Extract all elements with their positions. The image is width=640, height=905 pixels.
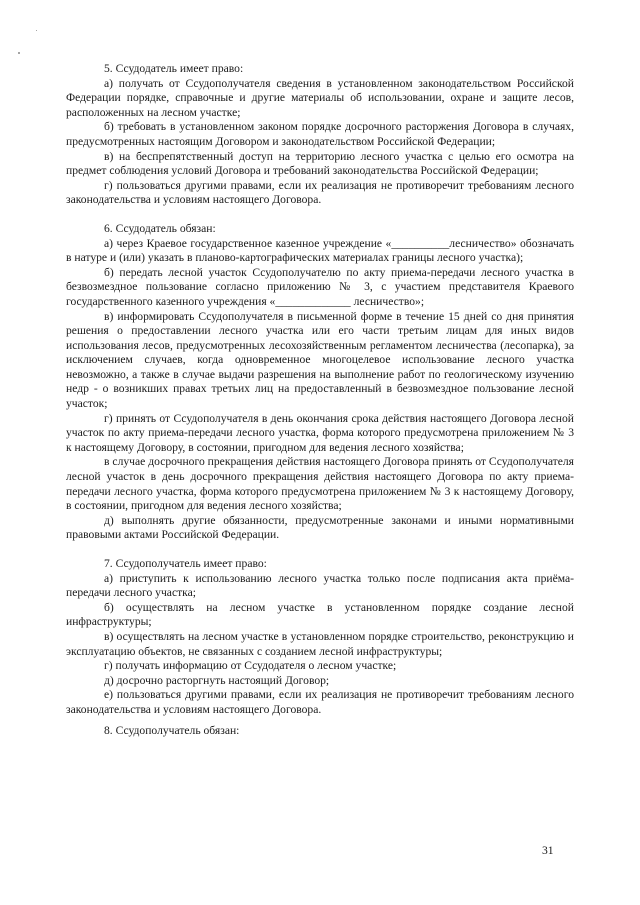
section-7-item-b: б) осуществлять на лесном участке в установленном порядке создание лесной инфраструктуры; [66,600,574,629]
section-5-item-a: а) получать от Ссудополучателя сведения в установленном законодательством Российской Федерации порядке, справочные и другие материалы об использовании, охране и защите лесов, расположенных на лесном участке; [66,76,574,119]
scan-speck [18,52,20,54]
section-7-item-a: а) приступить к использованию лесного участка только после подписания акта приёма-передачи лесного участка; [66,571,574,600]
section-7-item-e: е) пользоваться другими правами, если их реализация не противоречит требованиям лесного законодательства и условиям настоящего Договора. [66,688,574,716]
section-6-item-d: д) выполнять другие обязанности, предусмотренные законами и иными нормативными правовыми актами Российской Федерации. [66,513,574,542]
section-6-item-b: б) передать лесной участок Ссудополучателю по акту приема-передачи лесного участка в безвозмездное пользование согласно приложению № 3, с участием представителя Краевого государственного казенного учреждения «_____________ лесничество»; [66,265,574,308]
section-7-item-g: г) получать информацию от Ссудодателя о лесном участке; [104,659,397,673]
section-gap [66,208,574,222]
section-7-item-d: д) досрочно расторгнуть настоящий Договор; [104,673,330,687]
scan-speck [36,30,37,31]
section-6-item-v: в) информировать Ссудополучателя в письменной форме в течение 15 дней со дня принятия решения о предоставлении лесного участка или его части третьим лицам для иных видов использования лесов, предусмотренных лесохозяйственным регламентом лесничества (лесопарка), за исключением случаев, когда одновременное многоцелевое использование лесного участка невозможно, а также в случае выдачи разрешения на выполнение работ по геологическому изучению недр - о возникших правах третьих лиц на предоставленный в безвозмездное пользование лесной участок; [66,309,574,411]
section-6-item-early-termination: в случае досрочного прекращения действия настоящего Договора принять от Ссудополучателя лесной участок в день досрочного прекращения действия настоящего Договора по акту приема-передачи лесного участка, форма которого предусмотрена приложением № 3 к настоящему Договору, в состоянии, пригодном для ведения лесного хозяйства; [66,455,574,513]
section-7-heading: 7. Ссудополучатель имеет право: [104,557,267,570]
page-number: 31 [542,844,554,857]
section-5-item-g: г) пользоваться другими правами, если их реализация не противоречит требованиям лесного законодательства и условиям настоящего Договора. [66,178,574,207]
section-5-item-v: в) на беспрепятственный доступ на территорию лесного участка с целью его осмотра на предмет соблюдения условий Договора и требований законодательства Российской Федерации; [66,149,574,178]
section-5-item-b: б) требовать в установленном законом порядке досрочного расторжения Договора в случаях, предусмотренных настоящим Договором и законодательством Российской Федерации; [66,120,574,148]
document-body [66,62,574,738]
section-6-item-g: г) принять от Ссудополучателя в день окончания срока действия настоящего Договора лесной участок по акту приема-передачи лесного участка, форма которого предусмотрена приложением № 3 к настоящему Договору, в состоянии, пригодном для ведения лесного хозяйства; [66,411,574,454]
section-7-item-v: в) осуществлять на лесном участке в установленном порядке строительство, реконструкцию и эксплуатацию объектов, не связанных с созданием лесной инфраструктуры; [66,629,574,658]
section-gap [66,543,574,557]
section-6-heading: 6. Ссудодатель обязан: [104,221,216,235]
section-6-item-a: а) через Краевое государственное казенное учреждение «__________лесничество» обозначать в натуре и (или) указать в планово-картографических материалах границы лесного участка); [66,236,574,265]
section-5-heading: 5. Ссудодатель имеет право: [104,62,244,75]
section-8-heading: 8. Ссудополучатель обязан: [104,723,240,737]
